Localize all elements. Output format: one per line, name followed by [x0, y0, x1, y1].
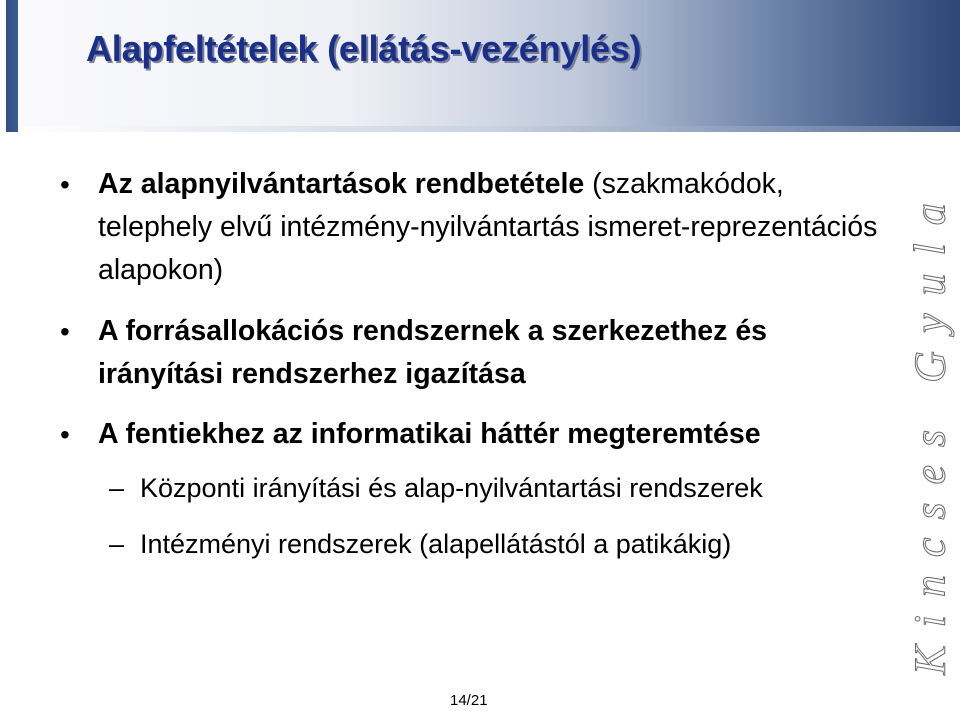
slide-content — [60, 163, 900, 580]
bullet-dot: • — [60, 316, 70, 347]
author-watermark — [905, 152, 955, 707]
bullet-dot: • — [60, 169, 70, 200]
bullet-item — [60, 163, 900, 292]
watermark-text: Kincses Gyula — [905, 184, 955, 675]
bullet-item — [60, 310, 900, 396]
dash-marker: – — [109, 529, 125, 559]
page-number: 14/21 — [450, 692, 488, 709]
bullet-bold-text: A forrásallokációs rendszernek a szerkezethez és irányítási rendszerhez igazítása — [98, 315, 768, 390]
sub-bullet-text: Központi irányítási és alap-nyilvántartási rendszerek — [140, 473, 763, 503]
bullet-bold-text: A fentiekhez az informatikai háttér megteremtése — [98, 418, 761, 450]
header-left-bar — [6, 0, 18, 132]
bullet-item — [60, 413, 900, 456]
sub-bullet-text: Intézményi rendszerek (alapellátástól a patikákig) — [140, 529, 732, 559]
slide-title: Alapfeltételek (ellátás-vezénylés) — [86, 28, 642, 69]
bullet-normal-text: (szakmakódok, telephely elvű intézmény-nyilvántartás ismeret-reprezentációs alapokon) — [98, 168, 878, 286]
sub-bullet-item — [60, 524, 900, 564]
bullet-bold-text: Az alapnyilvántartások rendbetétele — [98, 168, 585, 200]
dash-marker: – — [109, 473, 125, 503]
sub-bullet-item — [60, 468, 900, 508]
bullet-dot: • — [60, 419, 70, 450]
